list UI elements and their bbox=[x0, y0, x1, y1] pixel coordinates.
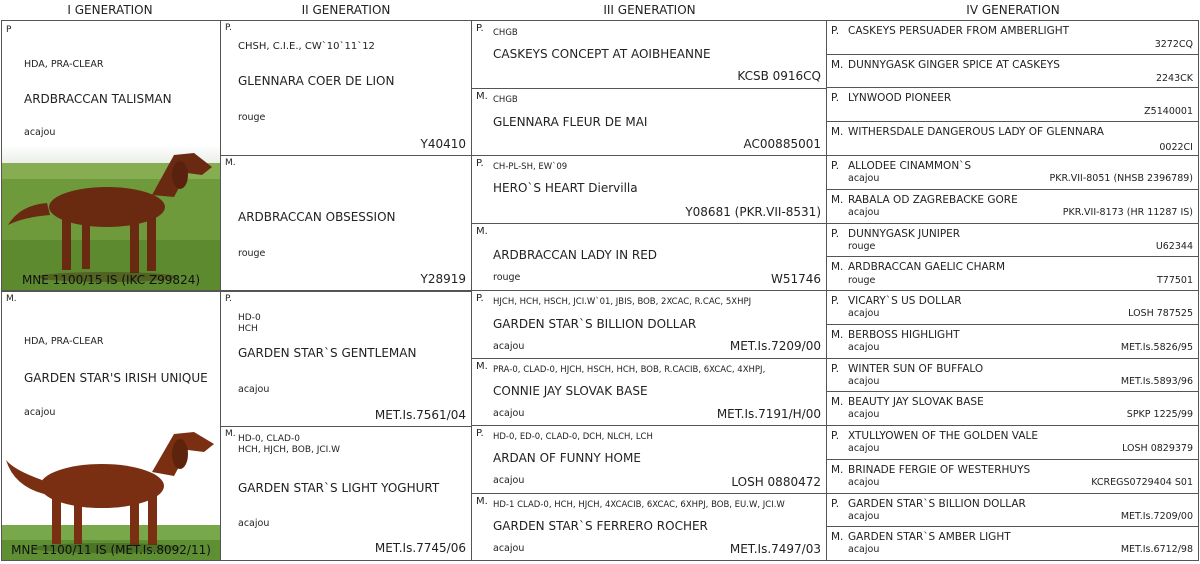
gen2-titles: HD-0 bbox=[238, 313, 261, 323]
gen3-titles: PRA-0, CLAD-0, HJCH, HSCH, HCH, BOB, R.CACIB, 6XCAC, 4XHPJ, bbox=[493, 365, 766, 375]
pedigree-marker: M. bbox=[831, 464, 844, 476]
gen4-registration: PKR.VII-8051 (NHSB 2396789) bbox=[1049, 173, 1193, 184]
gen4-registration: T77501 bbox=[1156, 275, 1193, 286]
gen1-dam-name: GARDEN STAR'S IRISH UNIQUE bbox=[24, 371, 208, 385]
header-generation-1: I GENERATION bbox=[67, 3, 153, 17]
gen2-name: GARDEN STAR`S GENTLEMAN bbox=[238, 346, 417, 360]
gen4-registration: U62344 bbox=[1155, 241, 1193, 252]
gen4-cell-11 bbox=[826, 358, 1199, 392]
gen4-name: DUNNYGASK GINGER SPICE AT CASKEYS bbox=[848, 59, 1060, 71]
gen1-dam-color: acajou bbox=[24, 407, 56, 418]
gen4-color: acajou bbox=[848, 511, 880, 522]
gen3-registration: MET.Is.7191/H/00 bbox=[716, 407, 821, 421]
gen3-titles: HD-0, ED-0, CLAD-0, DCH, NLCH, LCH bbox=[493, 432, 653, 442]
gen4-cell-2 bbox=[826, 54, 1199, 88]
gen2-dam-dam-cell bbox=[220, 426, 472, 561]
gen4-cell-12 bbox=[826, 391, 1199, 426]
pedigree-marker: M. bbox=[831, 329, 844, 341]
gen3-cell-1 bbox=[471, 20, 827, 89]
gen2-color: rouge bbox=[238, 248, 266, 259]
gen2-titles: CHSH, C.I.E., CW`10`11`12 bbox=[238, 41, 375, 52]
gen4-name: XTULLYOWEN OF THE GOLDEN VALE bbox=[848, 430, 1038, 442]
gen1-sire-name: ARDBRACCAN TALISMAN bbox=[24, 92, 172, 106]
gen4-name: WITHERSDALE DANGEROUS LADY OF GLENNARA bbox=[848, 126, 1104, 138]
irish-setter-photo-icon bbox=[2, 145, 220, 290]
pedigree-marker: P. bbox=[225, 294, 232, 304]
gen4-name: CASKEYS PERSUADER FROM AMBERLIGHT bbox=[848, 25, 1070, 37]
gen2-sire-sire-cell bbox=[220, 20, 472, 156]
gen2-name: GARDEN STAR`S LIGHT YOGHURT bbox=[238, 481, 440, 495]
gen3-registration: KCSB 0916CQ bbox=[737, 69, 821, 83]
pedigree-marker: M. bbox=[476, 91, 488, 102]
pedigree-marker: P. bbox=[831, 295, 840, 307]
gen2-titles: HCH bbox=[238, 324, 258, 334]
pedigree-marker: M. bbox=[831, 59, 844, 71]
gen4-registration: MET.Is.7209/00 bbox=[1120, 511, 1193, 522]
gen2-name: ARDBRACCAN OBSESSION bbox=[238, 210, 396, 224]
gen2-color: acajou bbox=[238, 384, 270, 395]
pedigree-marker: M. bbox=[831, 531, 844, 543]
gen4-color: acajou bbox=[848, 173, 880, 184]
gen3-name: GARDEN STAR`S FERRERO ROCHER bbox=[493, 519, 708, 533]
gen4-name: BERBOSS HIGHLIGHT bbox=[848, 329, 960, 341]
gen2-dam-sire-cell bbox=[220, 291, 472, 427]
gen4-registration: 2243CK bbox=[1155, 73, 1193, 84]
pedigree-marker: M. bbox=[476, 496, 488, 507]
gen4-name: BEAUTY JAY SLOVAK BASE bbox=[848, 396, 984, 408]
pedigree-marker: M. bbox=[225, 158, 236, 168]
gen3-cell-2 bbox=[471, 88, 827, 156]
gen2-titles: HD-0, CLAD-0 bbox=[238, 434, 300, 444]
gen2-name: GLENNARA COER DE LION bbox=[238, 74, 395, 88]
pedigree-marker: P. bbox=[831, 160, 840, 172]
gen1-sire-cell bbox=[1, 20, 221, 291]
pedigree-marker: P. bbox=[225, 23, 232, 33]
gen3-name: HERO`S HEART Diervilla bbox=[493, 181, 638, 195]
pedigree-marker: M. bbox=[476, 361, 488, 372]
gen4-name: VICARY`S US DOLLAR bbox=[848, 295, 962, 307]
sire-marker: P bbox=[6, 25, 12, 35]
gen4-color: rouge bbox=[848, 275, 876, 286]
gen3-color: rouge bbox=[493, 272, 521, 283]
gen4-registration: SPKP 1225/99 bbox=[1126, 409, 1193, 420]
gen4-name: GARDEN STAR`S BILLION DOLLAR bbox=[848, 498, 1026, 510]
gen3-cell-6 bbox=[471, 358, 827, 426]
gen2-registration: Y28919 bbox=[420, 272, 466, 286]
gen4-cell-9 bbox=[826, 290, 1199, 325]
gen3-cell-3 bbox=[471, 155, 827, 224]
gen3-registration: LOSH 0880472 bbox=[731, 475, 821, 489]
gen4-name: BRINADE FERGIE OF WESTERHUYS bbox=[848, 464, 1031, 476]
gen4-cell-5 bbox=[826, 155, 1199, 190]
pedigree-marker: P. bbox=[831, 430, 840, 442]
pedigree-marker: P. bbox=[831, 363, 840, 375]
gen4-name: GARDEN STAR`S AMBER LIGHT bbox=[848, 531, 1011, 543]
gen3-name: CONNIE JAY SLOVAK BASE bbox=[493, 384, 648, 398]
pedigree-marker: M. bbox=[831, 194, 844, 206]
gen4-color: acajou bbox=[848, 308, 880, 319]
header-generation-3: III GENERATION bbox=[603, 3, 696, 17]
pedigree-marker: P. bbox=[476, 428, 484, 439]
header-generation-2: II GENERATION bbox=[301, 3, 391, 17]
pedigree-marker: P. bbox=[831, 92, 840, 104]
gen4-cell-6 bbox=[826, 189, 1199, 224]
gen4-color: acajou bbox=[848, 443, 880, 454]
gen4-color: acajou bbox=[848, 544, 880, 555]
gen3-titles: CHGB bbox=[493, 28, 518, 38]
pedigree-marker: P. bbox=[476, 293, 484, 304]
pedigree-marker: P. bbox=[831, 498, 840, 510]
gen3-name: CASKEYS CONCEPT AT AOIBHEANNE bbox=[493, 47, 711, 61]
pedigree-marker: M. bbox=[831, 261, 844, 273]
gen4-registration: Z5140001 bbox=[1144, 106, 1193, 117]
gen3-cell-7 bbox=[471, 425, 827, 494]
gen4-registration: MET.Is.5826/95 bbox=[1120, 342, 1193, 353]
gen1-sire-registration: MNE 1100/15 IS (IKC Z99824) bbox=[21, 273, 201, 287]
gen4-registration: MET.Is.5893/96 bbox=[1120, 376, 1193, 387]
gen3-name: ARDAN OF FUNNY HOME bbox=[493, 451, 641, 465]
gen1-dam-registration: MNE 1100/11 IS (MET.Is.8092/11) bbox=[11, 543, 211, 557]
gen4-cell-4 bbox=[826, 121, 1199, 156]
gen3-cell-8 bbox=[471, 493, 827, 561]
gen4-color: acajou bbox=[848, 207, 880, 218]
gen4-color: acajou bbox=[848, 409, 880, 420]
gen4-cell-10 bbox=[826, 324, 1199, 359]
gen4-cell-8 bbox=[826, 256, 1199, 291]
gen3-color: acajou bbox=[493, 475, 525, 486]
gen1-sire-titles: HDA, PRA-CLEAR bbox=[24, 59, 104, 70]
gen3-titles: HD-1 CLAD-0, HCH, HJCH, 4XCACIB, 6XCAC, 6XHPJ, BOB, EU.W, JCI.W bbox=[493, 500, 785, 510]
pedigree-marker: P. bbox=[476, 23, 484, 34]
gen4-cell-13 bbox=[826, 425, 1199, 460]
pedigree-marker: M. bbox=[831, 396, 844, 408]
gen4-registration: PKR.VII-8173 (HR 11287 IS) bbox=[1062, 207, 1193, 218]
dam-marker: M. bbox=[6, 294, 17, 304]
gen3-registration: AC00885001 bbox=[743, 137, 821, 151]
gen4-color: acajou bbox=[848, 376, 880, 387]
pedigree-marker: M. bbox=[225, 429, 236, 439]
gen4-name: LYNWOOD PIONEER bbox=[848, 92, 952, 104]
pedigree-marker: P. bbox=[831, 228, 840, 240]
pedigree-marker: P. bbox=[831, 25, 840, 37]
header-generation-4: IV GENERATION bbox=[966, 3, 1060, 17]
gen4-registration: 3272CQ bbox=[1154, 39, 1193, 50]
gen2-registration: Y40410 bbox=[420, 137, 466, 151]
gen4-name: ARDBRACCAN GAELIC CHARM bbox=[848, 261, 1006, 273]
gen3-cell-4 bbox=[471, 223, 827, 291]
gen3-color: acajou bbox=[493, 408, 525, 419]
gen4-registration: 0022CI bbox=[1159, 142, 1193, 153]
gen4-cell-14 bbox=[826, 459, 1199, 494]
gen3-registration: W51746 bbox=[770, 272, 821, 286]
gen3-registration: Y08681 (PKR.VII-8531) bbox=[685, 205, 821, 219]
pedigree-marker: P. bbox=[476, 158, 484, 169]
gen4-name: RABALA OD ZAGREBACKE GORE bbox=[848, 194, 1018, 206]
gen4-registration: LOSH 787525 bbox=[1128, 308, 1193, 319]
gen3-color: acajou bbox=[493, 341, 525, 352]
gen4-cell-3 bbox=[826, 87, 1199, 122]
gen4-name: ALLODEE CINAMMON`S bbox=[848, 160, 972, 172]
gen4-name: DUNNYGASK JUNIPER bbox=[848, 228, 961, 240]
gen2-titles: HCH, HJCH, BOB, JCI.W bbox=[238, 445, 341, 455]
irish-setter-photo-icon bbox=[2, 420, 220, 560]
gen3-titles: CHGB bbox=[493, 95, 518, 105]
gen4-cell-15 bbox=[826, 493, 1199, 527]
gen2-registration: MET.Is.7561/04 bbox=[374, 408, 466, 422]
gen2-color: acajou bbox=[238, 518, 270, 529]
gen4-name: WINTER SUN OF BUFFALO bbox=[848, 363, 984, 375]
gen4-color: rouge bbox=[848, 241, 876, 252]
gen1-dam-cell bbox=[1, 291, 221, 561]
pedigree-marker: M. bbox=[831, 126, 844, 138]
gen1-sire-color: acajou bbox=[24, 127, 56, 138]
gen4-cell-1 bbox=[826, 20, 1199, 55]
gen2-sire-dam-cell bbox=[220, 155, 472, 291]
gen4-cell-7 bbox=[826, 223, 1199, 257]
gen3-registration: MET.Is.7497/03 bbox=[729, 542, 821, 556]
gen4-color: acajou bbox=[848, 477, 880, 488]
gen3-titles: CH-PL-SH, EW`09 bbox=[493, 162, 568, 172]
gen4-cell-16 bbox=[826, 526, 1199, 561]
gen2-registration: MET.Is.7745/06 bbox=[374, 541, 466, 555]
gen4-color: acajou bbox=[848, 342, 880, 353]
gen3-cell-5 bbox=[471, 290, 827, 359]
gen2-color: rouge bbox=[238, 112, 266, 123]
gen3-name: ARDBRACCAN LADY IN RED bbox=[493, 248, 658, 262]
gen3-name: GARDEN STAR`S BILLION DOLLAR bbox=[493, 317, 697, 331]
gen1-dam-titles: HDA, PRA-CLEAR bbox=[24, 336, 104, 347]
gen4-registration: KCREGS0729404 S01 bbox=[1091, 477, 1193, 488]
gen3-registration: MET.Is.7209/00 bbox=[729, 339, 821, 353]
gen3-name: GLENNARA FLEUR DE MAI bbox=[493, 115, 648, 129]
gen4-registration: LOSH 0829379 bbox=[1122, 443, 1193, 454]
gen4-registration: MET.Is.6712/98 bbox=[1120, 544, 1193, 555]
gen3-titles: HJCH, HCH, HSCH, JCI.W`01, JBIS, BOB, 2XCAC, R.CAC, 5XHPJ bbox=[493, 297, 752, 307]
pedigree-marker: M. bbox=[476, 226, 488, 237]
gen3-color: acajou bbox=[493, 543, 525, 554]
